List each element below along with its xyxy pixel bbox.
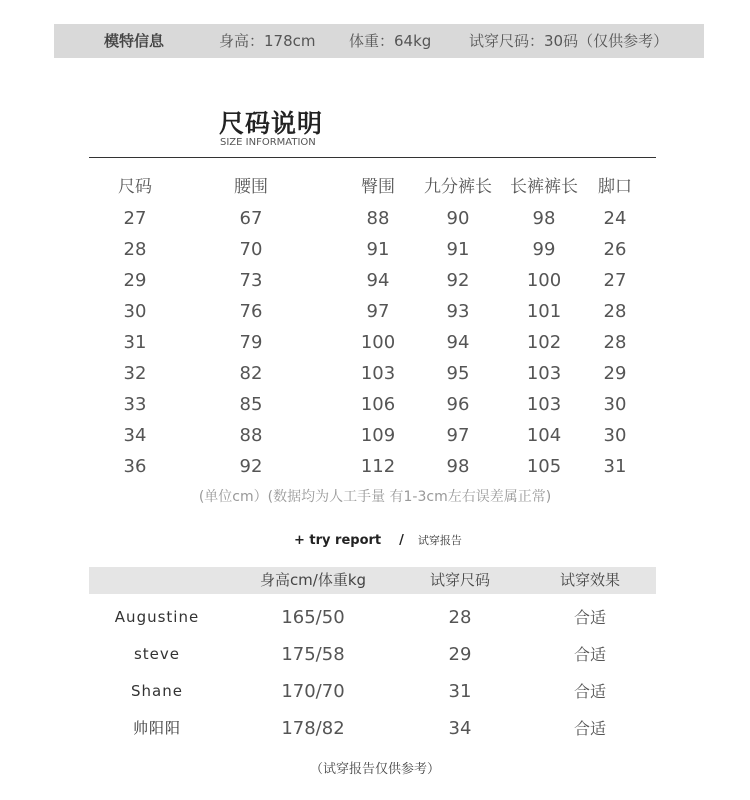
cell-full-length: 105 (526, 456, 562, 477)
cell-waist: 92 (239, 456, 263, 477)
cell-full-length: 98 (532, 208, 556, 229)
cell-try-size: 29 (448, 644, 472, 665)
table-row (0, 710, 750, 747)
cell-full-length: 102 (526, 332, 562, 353)
cell-try-size: 34 (448, 718, 472, 739)
cell-full-length: 103 (526, 363, 562, 384)
cell-leg-opening: 24 (603, 208, 627, 229)
cell-leg-opening: 31 (603, 456, 627, 477)
table-row (0, 636, 750, 673)
cell-full-length: 104 (526, 425, 562, 446)
table-row (0, 599, 750, 636)
cell-size: 32 (123, 363, 147, 384)
try-report-title-cn: 试穿报告 (417, 534, 462, 547)
cell-leg-opening: 28 (603, 332, 627, 353)
cell-ankle-length: 92 (446, 270, 470, 291)
cell-ankle-length: 91 (446, 239, 470, 260)
cell-waist: 88 (239, 425, 263, 446)
try-report-title (294, 532, 462, 548)
cell-waist: 79 (239, 332, 263, 353)
header-full-length: 长裤裤长 (510, 177, 578, 197)
model-height: 身高：178cm (219, 32, 316, 50)
cell-fit: 合适 (573, 645, 606, 664)
cell-ankle-length: 97 (446, 425, 470, 446)
size-table (0, 172, 750, 482)
cell-ankle-length: 95 (446, 363, 470, 384)
try-report-table (0, 567, 750, 747)
header-try-size: 试穿尺码 (429, 571, 490, 589)
cell-size: 30 (123, 301, 147, 322)
header-waist: 腰围 (234, 177, 268, 197)
cell-waist: 67 (239, 208, 263, 229)
cell-try-size: 28 (448, 607, 472, 628)
model-info-bar (54, 24, 704, 58)
cell-height-weight: 165/50 (281, 607, 345, 628)
cell-hip: 109 (360, 425, 396, 446)
title-divider (89, 157, 656, 158)
measurement-note: (单位cm）(数据均为人工手量 有1-3cm左右误差属正常) (198, 489, 552, 505)
table-row (0, 673, 750, 710)
cell-name: 帅阳阳 (132, 719, 181, 737)
size-table-header (0, 172, 750, 203)
cell-leg-opening: 30 (603, 394, 627, 415)
cell-leg-opening: 26 (603, 239, 627, 260)
cell-height-weight: 175/58 (281, 644, 345, 665)
cell-hip: 91 (366, 239, 390, 260)
try-report-header (0, 567, 750, 594)
cell-hip: 94 (366, 270, 390, 291)
cell-leg-opening: 29 (603, 363, 627, 384)
header-height-weight: 身高cm/体重kg (259, 571, 367, 589)
cell-hip: 112 (360, 456, 396, 477)
model-weight: 体重：64kg (349, 32, 432, 50)
cell-ankle-length: 90 (446, 208, 470, 229)
cell-fit: 合适 (573, 719, 606, 738)
cell-size: 27 (123, 208, 147, 229)
table-row (0, 420, 750, 451)
header-leg-opening: 脚口 (598, 177, 632, 197)
table-row (0, 265, 750, 296)
cell-waist: 73 (239, 270, 263, 291)
try-report-footnote: （试穿报告仅供参考） (309, 762, 440, 777)
cell-name: Augustine (114, 608, 200, 626)
size-info-subtitle: SIZE INFORMATION (220, 137, 316, 148)
cell-size: 31 (123, 332, 147, 353)
table-row (0, 358, 750, 389)
cell-height-weight: 178/82 (281, 718, 345, 739)
cell-hip: 100 (360, 332, 396, 353)
table-row (0, 234, 750, 265)
cell-size: 33 (123, 394, 147, 415)
try-report-title-en: + try report (294, 533, 382, 548)
title-slash: / (399, 533, 404, 548)
cell-waist: 82 (239, 363, 263, 384)
cell-fit: 合适 (573, 608, 606, 627)
cell-waist: 76 (239, 301, 263, 322)
table-row (0, 389, 750, 420)
table-row (0, 296, 750, 327)
cell-size: 28 (123, 239, 147, 260)
cell-full-length: 100 (526, 270, 562, 291)
cell-ankle-length: 94 (446, 332, 470, 353)
cell-fit: 合适 (573, 682, 606, 701)
cell-ankle-length: 98 (446, 456, 470, 477)
table-row (0, 203, 750, 234)
table-row (0, 451, 750, 482)
cell-hip: 88 (366, 208, 390, 229)
cell-hip: 106 (360, 394, 396, 415)
cell-height-weight: 170/70 (281, 681, 345, 702)
cell-full-length: 99 (532, 239, 556, 260)
header-size: 尺码 (118, 177, 152, 197)
table-row (0, 327, 750, 358)
cell-size: 36 (123, 456, 147, 477)
cell-name: Shane (131, 682, 183, 700)
header-hip: 臀围 (361, 177, 395, 197)
header-ankle-length: 九分裤长 (424, 177, 492, 197)
cell-waist: 85 (239, 394, 263, 415)
cell-hip: 103 (360, 363, 396, 384)
cell-ankle-length: 93 (446, 301, 470, 322)
cell-name: steve (133, 645, 181, 663)
cell-leg-opening: 28 (603, 301, 627, 322)
cell-ankle-length: 96 (446, 394, 470, 415)
model-size: 试穿尺码：30码（仅供参考） (469, 32, 669, 50)
cell-full-length: 103 (526, 394, 562, 415)
cell-leg-opening: 30 (603, 425, 627, 446)
cell-size: 34 (123, 425, 147, 446)
cell-waist: 70 (239, 239, 263, 260)
cell-size: 29 (123, 270, 147, 291)
size-info-title: 尺码说明 (219, 109, 324, 138)
header-fit: 试穿效果 (559, 571, 620, 589)
cell-try-size: 31 (448, 681, 472, 702)
cell-leg-opening: 27 (603, 270, 627, 291)
cell-hip: 97 (366, 301, 390, 322)
cell-full-length: 101 (526, 301, 562, 322)
model-info-label: 模特信息 (104, 32, 165, 50)
